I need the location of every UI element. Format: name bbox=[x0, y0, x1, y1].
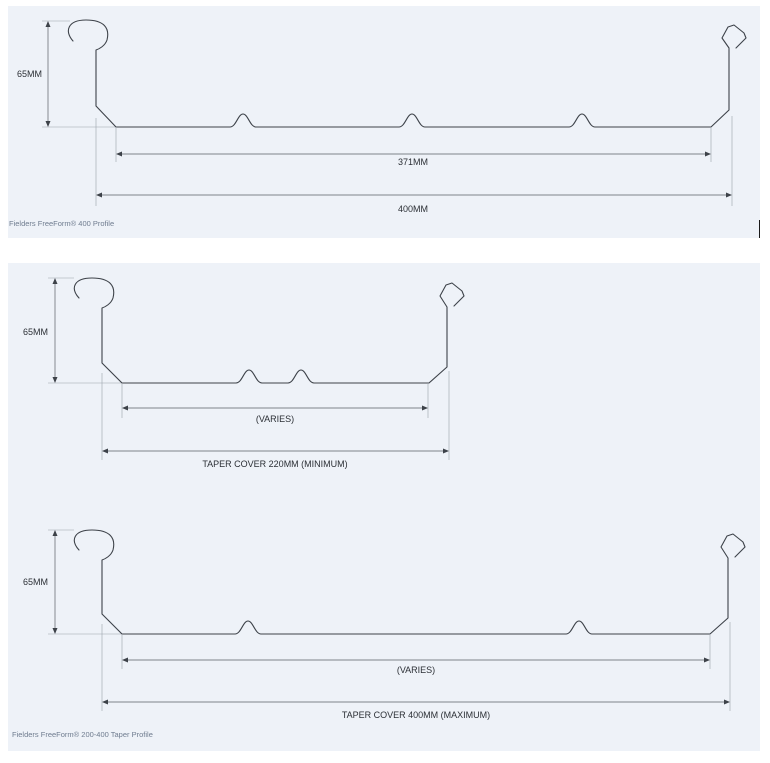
max-height-arrow-top bbox=[53, 530, 58, 536]
min-cover-width-label: TAPER COVER 220MM (MINIMUM) bbox=[202, 459, 348, 469]
max-cover-width-label: TAPER COVER 400MM (MAXIMUM) bbox=[341, 710, 491, 720]
inner-width-arrow-left bbox=[116, 152, 122, 157]
height-arrow-bottom bbox=[46, 121, 51, 127]
max-cover-arrow-right bbox=[724, 700, 730, 705]
cover-width-arrow-right bbox=[726, 193, 732, 198]
max-cover-arrow-left bbox=[102, 700, 108, 705]
min-inner-width-label: (VARIES) bbox=[255, 414, 295, 424]
profile-400-diagram bbox=[8, 6, 760, 238]
profile-400-panel bbox=[8, 6, 760, 238]
max-inner-arrow-right bbox=[704, 658, 710, 663]
max-inner-arrow-left bbox=[122, 658, 128, 663]
min-cover-arrow-right bbox=[443, 449, 449, 454]
inner-width-label: 371MM bbox=[397, 157, 429, 167]
min-inner-arrow-left bbox=[122, 406, 128, 411]
profile-400-caption: Fielders FreeForm® 400 Profile bbox=[9, 219, 115, 228]
sheet-profile bbox=[68, 20, 746, 127]
min-height-arrow-top bbox=[53, 278, 58, 284]
cover-width-arrow-left bbox=[96, 193, 102, 198]
cover-width-label: 400MM bbox=[397, 204, 429, 214]
max-height-arrow-bottom bbox=[53, 628, 58, 634]
min-inner-arrow-right bbox=[422, 406, 428, 411]
taper-profile-caption: Fielders FreeForm® 200-400 Taper Profile bbox=[12, 730, 153, 739]
height-arrow-top bbox=[46, 21, 51, 27]
max-height-label: 65MM bbox=[23, 577, 49, 587]
height-label: 65MM bbox=[17, 69, 43, 79]
min-cover-arrow-left bbox=[102, 449, 108, 454]
taper-profile-diagram bbox=[8, 263, 760, 751]
edge-marker bbox=[759, 220, 760, 238]
min-height-arrow-bottom bbox=[53, 377, 58, 383]
max-inner-width-label: (VARIES) bbox=[396, 665, 436, 675]
inner-width-arrow-right bbox=[705, 152, 711, 157]
taper-profile-panel bbox=[8, 263, 760, 751]
max-sheet-profile bbox=[74, 530, 745, 634]
min-height-label: 65MM bbox=[23, 327, 49, 337]
min-sheet-profile bbox=[74, 278, 464, 383]
